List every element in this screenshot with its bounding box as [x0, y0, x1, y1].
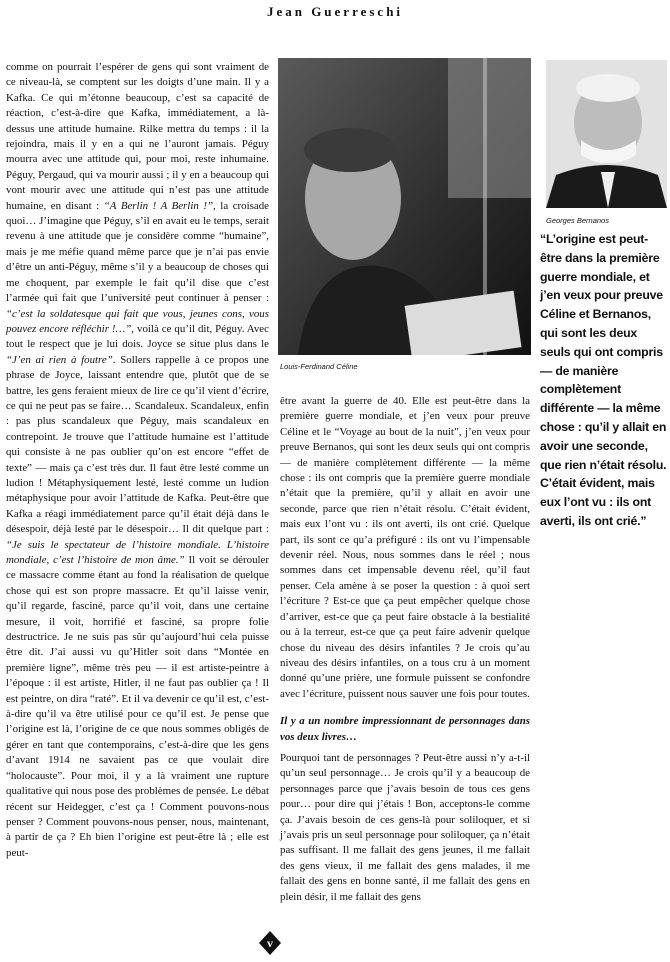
portrait-illustration	[546, 60, 667, 208]
quote-italic: “Je suis le spectateur de l’histoire mondiale. L’histoire mondiale, c’est l’histoire de mon âme.”	[6, 538, 269, 566]
quote-italic: “c’est la soldatesque qui fait que vous, jeunes cons, vous pouvez encore réfléchir !…”	[6, 307, 269, 335]
page-number: v	[267, 936, 273, 950]
celine-photo	[278, 58, 531, 355]
page-number-icon	[258, 930, 282, 956]
portrait-illustration	[278, 58, 531, 355]
bernanos-caption: Georges Bernanos	[546, 216, 609, 225]
paragraph	[6, 60, 269, 861]
quote-italic: “J’en ai rien à foutre”	[6, 353, 113, 366]
quote-italic: “A Berlin ! A Berlin !”	[103, 199, 214, 212]
page-number-badge	[258, 930, 282, 956]
text-run: comme on pourrait l’espérer de gens qui sont vraiment de ce niveau-là, se comptent sur les doigts d’une main. Il y a Kafka. Ce qui m’étonne beaucoup, c’est sa capacité de réaction, c’est-à-dire que Kafka, immédiatement, a là-dessus une attitude humaine. Rilke mettra du temps : il la rejoindra, mais il y en a qui ne l’auront jamais. Péguy mourra avec une attitude qui, pour moi, reste inhumaine. Péguy, Pergaud, qui va mourir aussi ; il y en a beaucoup qui vont mourir avec une attitude qui n’est pas une attitude humaine, en disant :	[6, 61, 269, 212]
text-run: Il voit se dérouler ce massacre comme étant au fond la réalisation de quelque chose qui est son propre massacre. Et qu’il laisse venir, qu’il regarde, fasciné, parce qu’il voit, dans une certaine mesure, il voit, horrifié et fasciné, sa propre folie destructrice. Je ne suis pas sûr qu’aujourd’hui cela puisse être dit. J’ai aussi vu qu’Hitler soit dans “Montée en première ligne”, même très peu — il est artiste-peintre à l’époque : il est artiste, Hitler, il ne faut pas oublier ça ! Il est peintre, on dira “raté”. Et il va devenir ce qu’il est, c’est-à-dire qu’il va être utilisé pour ce qu’il est. Je pense que l’origine est là, l’origine de ce que nous sommes obligés de gérer en tant que contemporains, c’est-à-dire que les gens d’avant 1914 ne savaient pas ce que voulait dire “holocauste”. Pour moi, il y a là vraiment une rupture qualitative qui nous pose des problèmes de pensée. Le débat récent sur Heidegger, c’est ça ! Comment pouvons-nous penser ? Comment pouvons-nous penser, nous, maintenant, à partir de ça ? Eh bien l’origine est peut-être là ; elle est peut-	[6, 554, 269, 859]
text-run: , voilà ce qu’il dit, Péguy. Avec tout le respect que je lui dois. Joyce se situe plus dans le	[6, 322, 269, 351]
bernanos-photo	[546, 60, 667, 208]
paragraph: être avant la guerre de 40. Elle est peut-être dans la première guerre mondiale, et j’en veux pour preuve Céline et le “Voyage au bout de la nuit”, j’en veux pour preuve Bernanos, qui sont les deux seuls qui ont compris — de manière complètement différente — la même chose : ils ont compris que la première guerre mondiale n’était que la première, qu’il y allait en avoir une seconde, parce que rien n’était résolu. C’était évident, mais eux l’ont vu : ils ont averti, ils ont crié. Quelque part, ils sont ce qu’a préfiguré : ils ont vu l’impensable devenir réel. Nous, nous sommes dans le réel ; nous sommes dans cet impensable devenu réel, qu’il faut penser. Cela amène à se poser la question : à quoi sert l’écriture ? Est-ce que ça peut empêcher quelque chose d’arriver, est-ce que ça peut faire obstacle à la bestialité ou à la terreur, est-ce que ça peut faire advenir quelque chose du niveau des désirs infantiles ? Je crois qu’au niveau des désirs infantiles, on a tous cru à un moment donné qu’une prière, une formule puissent se confondre avec l’écriture, puissent nous sauver une fois pour toutes.	[280, 395, 530, 700]
interview-question: Il y a un nombre impressionnant de personnages dans vos deux livres…	[280, 715, 530, 743]
text-run: . Sollers rappelle à ce propos une phrase de Joyce, laissant entendre que, plutôt que de se battre, les gens feraient mieux de lire ce qu’il vient d’écrire, ce qui ne peut pas se faire… Scandaleux. Scandaleux, enfin : pas plus scandaleux que Péguy, mais scandaleux en contrepoint. Je trouve que l’attitude humaine est l’attitude qui consiste à ne pas oublier qu’on est encore “effet de texte” — mais ça c’est très dur. Il faut être lesté comme un ludion ! Métaphysiquement lesté, lesté comme un ludion métaphysique pour avoir l’attitude de Kafka. Peut-être que Kafka a réagi immédiatement parce qu’il était déjà dans le désespoir, déjà lesté par le désespoir… Il dit quelque part :	[6, 353, 269, 536]
pull-quote: “L’origine est peut-être dans la première guerre mondiale, et j’en veux pour preuve Céline et Bernanos, qui sont les deux seuls qui ont compris — de manière complètement différente — la même chose : qu’il y allait en avoir une seconde, que rien n’était résolu. C’était évident, mais eux l’ont vu : ils ont averti, ils ont crié.”	[540, 232, 667, 528]
article-column-left	[6, 60, 269, 861]
text-run: , la croisade quoi… J’imagine que Péguy, s’il en avait eu le temps, serait revenu à une attitude que je considère comme “humaine”, mais je me méfie quand même parce que je n’ai pas envie d’être un anti-Péguy, même s’il y a beaucoup de choses qui me choquent, par exemple le fait qu’il dise que c’est l’armée qui fait que l’université peut continuer à penser :	[6, 199, 269, 305]
article-column-right	[280, 394, 530, 905]
celine-caption: Louis-Ferdinand Céline	[280, 362, 358, 371]
paragraph: Pourquoi tant de personnages ? Peut-être aussi n’y a-t-il qu’un seul personnage… Je crois qu’il y a beaucoup de personnages parce que j’avais besoin de tous ces gens pour… pour dire qui j’étais ! Bon, acceptons-le comme ça. J’avais besoin de ces gens-là pour soliloquer, et si j’avais pris un seul personnage pour soliloquer, ça n’était pas suffisant. Il me fallait des gens jeunes, il me fallait des gens vieux, il me fallait des gens malades, il me fallait des gens en bonne santé, il me fallait des gens en plein désir, il me fallait des gens	[280, 751, 530, 903]
running-header: Jean Guerreschi	[266, 4, 404, 19]
